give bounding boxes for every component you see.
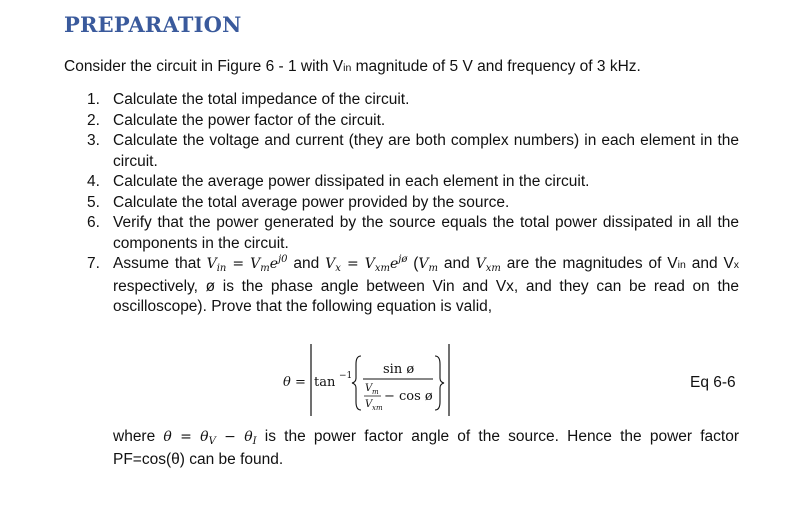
- task-number: 7.: [87, 255, 100, 272]
- eq-theta: θ: [283, 375, 291, 390]
- task-number: 2.: [87, 111, 100, 129]
- task-item-7: [87, 254, 739, 318]
- where-text: is the power factor angle of the source. Hence the power factor PF=cos(θ) can be found.: [113, 428, 739, 468]
- math-equals: =: [340, 256, 365, 272]
- where-paragraph: [113, 426, 739, 470]
- task-number: 6.: [87, 214, 100, 231]
- math-vx: $V_x$: [325, 256, 341, 274]
- task-text: Calculate the total impedance of the circuit.: [113, 91, 410, 108]
- vin-subscript: in: [677, 259, 686, 271]
- intro-vin-subscript: in: [343, 62, 352, 74]
- intro-paragraph: [64, 58, 641, 76]
- task-item: [87, 131, 739, 172]
- task-number: 4.: [87, 173, 100, 190]
- intro-text-after: magnitude of 5 V and frequency of 3 kHz.: [351, 58, 641, 75]
- task-number: 5.: [87, 193, 100, 211]
- brace-left: [352, 356, 361, 410]
- eq-vxm-sub: xm: [372, 404, 383, 412]
- math-theta-expr: $\theta = \theta_V - \theta_I$: [163, 429, 257, 447]
- eq-vm-sub: m: [372, 388, 379, 396]
- task7-text: are the magnitudes of V: [500, 255, 678, 272]
- task-item: [87, 90, 739, 111]
- eq-sin-phi: sin ø: [383, 362, 415, 377]
- math-vxm-exp: $V_{xm}e^{jø}$: [364, 254, 408, 274]
- task-item: [87, 193, 739, 214]
- eq-tan: tan: [314, 375, 336, 390]
- math-equals: =: [226, 256, 251, 272]
- eq-minus-cos: − cos ø: [384, 389, 433, 404]
- eq-vxm: V: [365, 399, 373, 410]
- task-number: 1.: [87, 91, 100, 108]
- math-vxm: $V_{xm}$: [475, 256, 501, 274]
- equation-label: Eq 6-6: [690, 374, 736, 391]
- section-heading: PREPARATION: [64, 12, 242, 37]
- task-number: 3.: [87, 132, 100, 149]
- task-text: Calculate the total average power provided by the source.: [113, 193, 510, 211]
- intro-text-before: Consider the circuit in Figure 6 - 1 with V: [64, 58, 344, 75]
- eq-vm: V: [365, 383, 373, 394]
- task-text: Calculate the average power dissipated in each element in the circuit.: [113, 173, 590, 190]
- task-item: [87, 172, 739, 193]
- brace-right: [435, 356, 444, 410]
- equation-6-6: [283, 340, 483, 425]
- task-text: Calculate the voltage and current (they are both complex numbers) in each element in the circuit.: [113, 132, 739, 170]
- task-text: Calculate the power factor of the circuit.: [113, 111, 386, 129]
- task-item: [87, 213, 739, 254]
- task7-text: and V: [685, 255, 734, 272]
- task-item: [87, 111, 739, 132]
- task7-text: and: [438, 255, 476, 272]
- where-text: where: [113, 428, 164, 445]
- eq-equals: =: [295, 375, 306, 390]
- task7-text: (: [407, 255, 419, 272]
- vx-subscript: x: [733, 259, 740, 271]
- task7-text: and: [287, 255, 326, 272]
- task-list: [87, 90, 739, 318]
- math-vin: $V_{in}$: [206, 256, 227, 274]
- eq-tan-exponent: −1: [339, 371, 353, 381]
- task7-text: Assume that: [113, 255, 207, 272]
- task-text: Verify that the power generated by the source equals the total power dissipated in all the components in the circuit.: [113, 214, 739, 252]
- math-vm: $V_m$: [418, 256, 439, 274]
- math-vm-exp: $V_me^{j0}$: [250, 254, 288, 274]
- task7-text: respectively, ø is the phase angle between Vin and Vx, and they can be read on the oscilloscope). Prove that the following equation is valid,: [113, 277, 739, 315]
